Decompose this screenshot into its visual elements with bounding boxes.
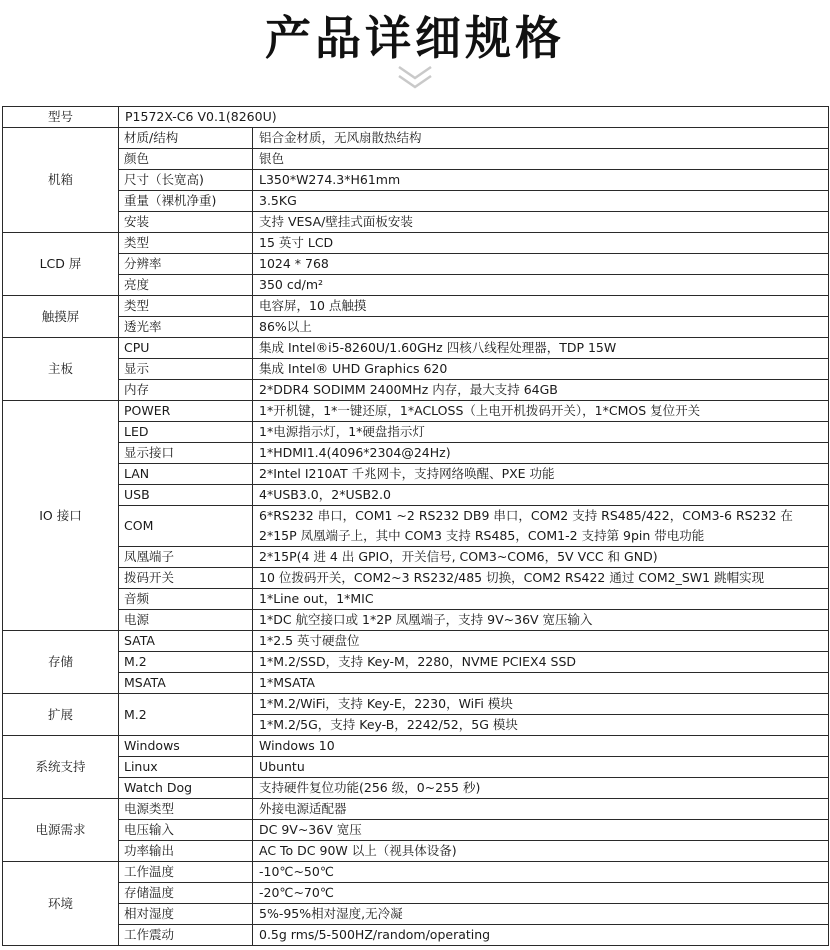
- item-label: 存储温度: [119, 883, 253, 904]
- spec-row: [3, 170, 829, 191]
- item-label: CPU: [119, 338, 253, 359]
- spec-table: [2, 106, 829, 946]
- spec-row: [3, 736, 829, 757]
- item-label: 透光率: [119, 317, 253, 338]
- group-label: 环境: [3, 862, 119, 946]
- item-label: 颜色: [119, 149, 253, 170]
- spec-row: [3, 757, 829, 778]
- spec-row: [3, 610, 829, 631]
- item-label: 重量（裸机净重): [119, 191, 253, 212]
- item-label: 亮度: [119, 275, 253, 296]
- item-value: -20℃~70℃: [253, 883, 829, 904]
- spec-row: [3, 652, 829, 673]
- item-value: 1*HDMI1.4(4096*2304@24Hz): [253, 443, 829, 464]
- item-label: 类型: [119, 233, 253, 254]
- item-value: 集成 Intel®i5-8260U/1.60GHz 四核八线程处理器，TDP 15W: [253, 338, 829, 359]
- spec-row: [3, 443, 829, 464]
- spec-row: [3, 212, 829, 233]
- item-label: 安装: [119, 212, 253, 233]
- group-label: 扩展: [3, 694, 119, 736]
- group-label: 存储: [3, 631, 119, 694]
- item-value: 1*M.2/5G，支持 Key-B，2242/52，5G 模块: [253, 715, 829, 736]
- group-label: 系统支持: [3, 736, 119, 799]
- spec-row: [3, 568, 829, 589]
- item-value: 2*DDR4 SODIMM 2400MHz 内存，最大支持 64GB: [253, 380, 829, 401]
- item-label: 音频: [119, 589, 253, 610]
- item-value: 4*USB3.0，2*USB2.0: [253, 485, 829, 506]
- item-value: Windows 10: [253, 736, 829, 757]
- spec-row: [3, 799, 829, 820]
- chevron-down-icon: [395, 64, 435, 94]
- spec-row: [3, 631, 829, 652]
- item-label: M.2: [119, 652, 253, 673]
- page-title: 产品详细规格: [265, 11, 565, 65]
- spec-row: [3, 149, 829, 170]
- item-label: MSATA: [119, 673, 253, 694]
- spec-row: [3, 925, 829, 946]
- item-value: 1*M.2/WiFi，支持 Key-E，2230，WiFi 模块: [253, 694, 829, 715]
- item-value: AC To DC 90W 以上（视具体设备): [253, 841, 829, 862]
- item-value: 1*DC 航空接口或 1*2P 凤凰端子，支持 9V~36V 宽压输入: [253, 610, 829, 631]
- item-value: 15 英寸 LCD: [253, 233, 829, 254]
- item-value: 1*M.2/SSD，支持 Key-M，2280，NVME PCIEX4 SSD: [253, 652, 829, 673]
- page-header: [0, 0, 830, 106]
- item-value: 1*电源指示灯，1*硬盘指示灯: [253, 422, 829, 443]
- item-label: LED: [119, 422, 253, 443]
- item-value: 1024 * 768: [253, 254, 829, 275]
- spec-row: [3, 904, 829, 925]
- item-value: 1*开机键，1*一键还原，1*ACLOSS（上电开机拨码开关），1*CMOS 复位开关: [253, 401, 829, 422]
- item-value: 支持 VESA/壁挂式面板安装: [253, 212, 829, 233]
- item-label: M.2: [119, 694, 253, 736]
- item-label: USB: [119, 485, 253, 506]
- item-value: 2*Intel I210AT 千兆网卡，支持网络唤醒、PXE 功能: [253, 464, 829, 485]
- model-value: P1572X-C6 V0.1(8260U): [119, 107, 829, 128]
- spec-row: [3, 506, 829, 547]
- spec-row: [3, 191, 829, 212]
- item-label: 工作温度: [119, 862, 253, 883]
- item-value: 银色: [253, 149, 829, 170]
- item-value: DC 9V~36V 宽压: [253, 820, 829, 841]
- item-label: Linux: [119, 757, 253, 778]
- item-value: 外接电源适配器: [253, 799, 829, 820]
- spec-row: [3, 673, 829, 694]
- item-value: 集成 Intel® UHD Graphics 620: [253, 359, 829, 380]
- item-value: 1*2.5 英寸硬盘位: [253, 631, 829, 652]
- item-label: COM: [119, 506, 253, 547]
- item-value: 电容屏，10 点触摸: [253, 296, 829, 317]
- spec-row: [3, 589, 829, 610]
- spec-row: [3, 547, 829, 568]
- item-label: 显示: [119, 359, 253, 380]
- item-label: 内存: [119, 380, 253, 401]
- spec-row: [3, 694, 829, 715]
- item-value: 86%以上: [253, 317, 829, 338]
- item-label: 凤凰端子: [119, 547, 253, 568]
- item-value: 支持硬件复位功能(256 级，0~255 秒): [253, 778, 829, 799]
- group-label: 主板: [3, 338, 119, 401]
- spec-row: [3, 841, 829, 862]
- group-label: 电源需求: [3, 799, 119, 862]
- item-label: 拨码开关: [119, 568, 253, 589]
- item-label: Windows: [119, 736, 253, 757]
- spec-row: [3, 883, 829, 904]
- item-value: 5%-95%相对湿度,无冷凝: [253, 904, 829, 925]
- item-label: 相对湿度: [119, 904, 253, 925]
- spec-row: [3, 233, 829, 254]
- item-label: POWER: [119, 401, 253, 422]
- spec-row: [3, 820, 829, 841]
- group-label: 机箱: [3, 128, 119, 233]
- item-value: Ubuntu: [253, 757, 829, 778]
- spec-row: [3, 317, 829, 338]
- spec-row: [3, 401, 829, 422]
- item-label: 电源类型: [119, 799, 253, 820]
- item-value: -10℃~50℃: [253, 862, 829, 883]
- spec-row: [3, 296, 829, 317]
- spec-row: [3, 380, 829, 401]
- spec-row: [3, 128, 829, 149]
- model-row: [3, 107, 829, 128]
- item-label: 类型: [119, 296, 253, 317]
- item-label: 工作震动: [119, 925, 253, 946]
- spec-row: [3, 422, 829, 443]
- item-value: 1*Line out，1*MIC: [253, 589, 829, 610]
- item-label: 功率输出: [119, 841, 253, 862]
- spec-row: [3, 862, 829, 883]
- item-value: 0.5g rms/5-500HZ/random/operating: [253, 925, 829, 946]
- group-label: 触摸屏: [3, 296, 119, 338]
- item-label: LAN: [119, 464, 253, 485]
- item-label: 尺寸（长宽高): [119, 170, 253, 191]
- item-value: 1*MSATA: [253, 673, 829, 694]
- spec-row: [3, 338, 829, 359]
- spec-row: [3, 359, 829, 380]
- item-value: 6*RS232 串口，COM1 ~2 RS232 DB9 串口，COM2 支持 RS485/422，COM3-6 RS232 在 2*15P 凤凰端子上，其中 COM3 支持 RS485，COM1-2 支持第 9pin 带电功能: [253, 506, 829, 547]
- group-label: IO 接口: [3, 401, 119, 631]
- spec-row: [3, 778, 829, 799]
- item-label: 分辨率: [119, 254, 253, 275]
- item-value: L350*W274.3*H61mm: [253, 170, 829, 191]
- spec-row: [3, 254, 829, 275]
- spec-row: [3, 275, 829, 296]
- item-value: 3.5KG: [253, 191, 829, 212]
- spec-row: [3, 485, 829, 506]
- item-label: SATA: [119, 631, 253, 652]
- item-label: 材质/结构: [119, 128, 253, 149]
- item-label: 电源: [119, 610, 253, 631]
- spec-row: [3, 464, 829, 485]
- item-value: 10 位拨码开关，COM2~3 RS232/485 切换，COM2 RS422 通过 COM2_SW1 跳帽实现: [253, 568, 829, 589]
- item-value: 2*15P(4 进 4 出 GPIO，开关信号, COM3~COM6，5V VCC 和 GND): [253, 547, 829, 568]
- item-label: 电压输入: [119, 820, 253, 841]
- group-label: LCD 屏: [3, 233, 119, 296]
- item-value: 铝合金材质，无风扇散热结构: [253, 128, 829, 149]
- item-label: 显示接口: [119, 443, 253, 464]
- item-label: Watch Dog: [119, 778, 253, 799]
- item-value: 350 cd/m²: [253, 275, 829, 296]
- model-label: 型号: [3, 107, 119, 128]
